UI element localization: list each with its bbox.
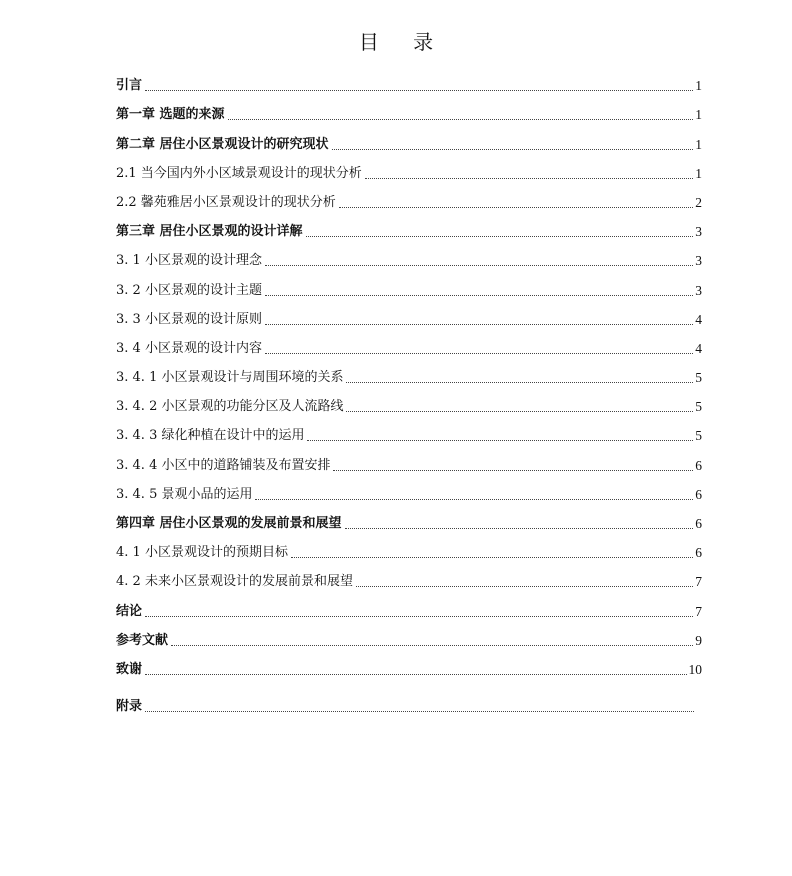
toc-entry[interactable] <box>116 475 702 504</box>
toc-entry-page-number: 5 <box>695 399 702 415</box>
toc-dot-leader <box>345 528 694 529</box>
toc-entry[interactable] <box>116 445 702 474</box>
toc-entry-page-number: 6 <box>695 457 702 473</box>
toc-list <box>116 66 702 716</box>
toc-entry[interactable] <box>116 183 702 212</box>
toc-entry[interactable] <box>116 504 702 533</box>
toc-entry[interactable] <box>116 621 702 650</box>
toc-dot-leader <box>171 645 693 646</box>
toc-entry[interactable] <box>116 95 702 124</box>
toc-entry-label: 2.2 馨苑雅居小区景观设计的现状分析 <box>116 194 336 210</box>
toc-dot-leader <box>255 499 693 500</box>
toc-entry-label: 附录 <box>116 699 143 715</box>
toc-dot-leader <box>306 236 694 237</box>
toc-entry-page-number: 6 <box>695 516 702 531</box>
toc-entry-label: 3. 1 小区景观的设计理念 <box>116 253 262 269</box>
toc-entry[interactable] <box>116 329 702 358</box>
toc-entry-page-number: 7 <box>695 574 702 590</box>
toc-entry-page-number: 2 <box>695 194 702 210</box>
toc-dot-leader <box>356 586 693 587</box>
toc-entry-label: 3. 4 小区景观的设计内容 <box>116 340 262 356</box>
toc-entry-label: 3. 2 小区景观的设计主题 <box>116 282 262 298</box>
toc-entry-page-number: 5 <box>695 428 702 444</box>
toc-dot-leader <box>145 711 694 712</box>
toc-entry[interactable] <box>116 687 702 716</box>
toc-entry[interactable] <box>116 300 702 329</box>
toc-entry-page-number: 10 <box>688 661 702 677</box>
toc-entry-page-number: 1 <box>695 78 702 94</box>
toc-entry-label: 结论 <box>116 603 143 619</box>
toc-entry-page-number: 6 <box>695 545 702 561</box>
toc-entry-label: 致谢 <box>116 661 143 677</box>
toc-entry[interactable] <box>116 66 702 95</box>
toc-entry-label: 引言 <box>116 78 143 94</box>
toc-entry[interactable] <box>116 416 702 445</box>
toc-entry[interactable] <box>116 241 702 270</box>
toc-entry-label: 第四章 居住小区景观的发展前景和展望 <box>116 516 342 531</box>
toc-entry[interactable] <box>116 650 702 679</box>
toc-dot-leader <box>332 149 694 150</box>
toc-dot-leader <box>265 265 693 266</box>
toc-dot-leader <box>291 557 693 558</box>
toc-entry[interactable] <box>116 533 702 562</box>
toc-entry-page-number: 4 <box>695 340 702 356</box>
toc-entry-label: 第一章 选题的来源 <box>116 107 225 123</box>
toc-entry-page-number: 7 <box>695 603 702 619</box>
toc-dot-leader <box>307 440 693 441</box>
toc-entry-page-number: 5 <box>695 370 702 386</box>
toc-entry[interactable] <box>116 154 702 183</box>
toc-dot-leader <box>346 411 693 412</box>
toc-entry[interactable] <box>116 387 702 416</box>
toc-dot-leader <box>265 295 693 296</box>
toc-dot-leader <box>145 616 693 617</box>
toc-entry-page-number: 3 <box>695 224 702 240</box>
toc-entry-label: 4. 1 小区景观设计的预期目标 <box>116 545 288 561</box>
toc-entry-page-number: 4 <box>695 311 702 327</box>
toc-dot-leader <box>339 207 693 208</box>
toc-entry-label: 4. 2 未来小区景观设计的发展前景和展望 <box>116 574 353 590</box>
toc-entry-page-number: 6 <box>695 486 702 502</box>
toc-entry-label: 3. 4. 3 绿化种植在设计中的运用 <box>116 428 305 444</box>
toc-entry-label: 2.1 当今国内外小区域景观设计的现状分析 <box>116 165 362 181</box>
toc-entry-label: 3. 3 小区景观的设计原则 <box>116 311 262 327</box>
toc-entry-page-number: 3 <box>695 253 702 269</box>
toc-entry-page-number: 1 <box>695 165 702 181</box>
toc-entry[interactable] <box>116 591 702 620</box>
page-title: 目 录 <box>358 30 448 54</box>
toc-dot-leader <box>145 90 693 91</box>
toc-dot-leader <box>365 178 693 179</box>
toc-dot-leader <box>346 382 693 383</box>
toc-entry-page-number <box>696 715 702 716</box>
toc-entry-label: 3. 4. 5 景观小品的运用 <box>116 486 253 502</box>
toc-entry-page-number: 1 <box>695 107 702 123</box>
toc-entry-page-number: 3 <box>695 282 702 298</box>
toc-entry-label: 3. 4. 1 小区景观设计与周围环境的关系 <box>116 370 344 386</box>
toc-dot-leader <box>145 674 686 675</box>
toc-entry[interactable] <box>116 124 702 153</box>
toc-entry[interactable] <box>116 562 702 591</box>
toc-entry-label: 3. 4. 4 小区中的道路铺装及布置安排 <box>116 457 331 473</box>
toc-dot-leader <box>333 470 693 471</box>
toc-dot-leader <box>265 353 693 354</box>
toc-entry[interactable] <box>116 212 702 241</box>
toc-entry-label: 第二章 居住小区景观设计的研究现状 <box>116 136 329 152</box>
toc-entry-label: 第三章 居住小区景观的设计详解 <box>116 224 303 240</box>
toc-dot-leader <box>265 324 693 325</box>
toc-entry-label: 参考文献 <box>116 632 169 648</box>
toc-entry-label: 3. 4. 2 小区景观的功能分区及人流路线 <box>116 399 344 415</box>
toc-entry-page-number: 1 <box>695 136 702 152</box>
toc-entry[interactable] <box>116 358 702 387</box>
toc-entry[interactable] <box>116 270 702 299</box>
toc-dot-leader <box>228 119 694 120</box>
toc-entry-page-number: 9 <box>695 632 702 648</box>
